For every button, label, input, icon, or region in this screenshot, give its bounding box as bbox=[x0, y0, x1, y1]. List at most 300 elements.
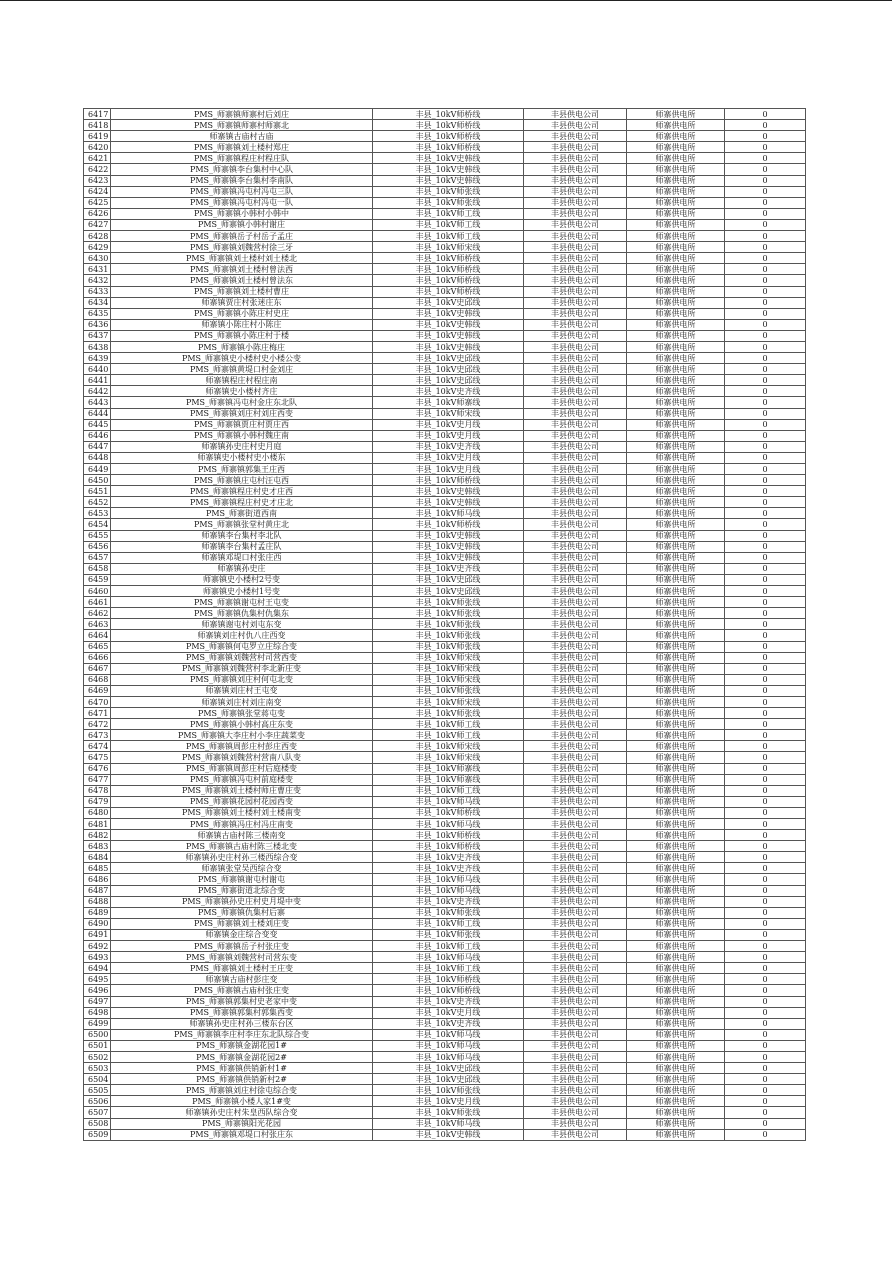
feeder-line-cell: 丰县_10kV史邱线 bbox=[373, 1063, 524, 1074]
value-cell: 0 bbox=[725, 663, 806, 674]
company-cell: 丰县供电公司 bbox=[524, 1085, 627, 1096]
table-row bbox=[84, 1018, 806, 1029]
row-number-cell: 6487 bbox=[84, 885, 111, 896]
row-number-cell: 6452 bbox=[84, 497, 111, 508]
table-row bbox=[84, 253, 806, 264]
feeder-line-cell: 丰县_10kV史邱线 bbox=[373, 353, 524, 364]
value-cell: 0 bbox=[725, 142, 806, 153]
area-name-cell: PMS_师寨镇花园村花园西变 bbox=[111, 796, 373, 807]
feeder-line-cell: 丰县_10kV史邱线 bbox=[373, 375, 524, 386]
value-cell: 0 bbox=[725, 109, 806, 120]
table-row bbox=[84, 785, 806, 796]
station-cell: 师寨供电所 bbox=[627, 353, 725, 364]
station-cell: 师寨供电所 bbox=[627, 719, 725, 730]
table-row bbox=[84, 996, 806, 1007]
value-cell: 0 bbox=[725, 985, 806, 996]
area-name-cell: PMS_师寨镇程庄村史才庄北 bbox=[111, 497, 373, 508]
row-number-cell: 6460 bbox=[84, 586, 111, 597]
area-name-cell: PMS_师寨镇冯屯村冯屯三队 bbox=[111, 186, 373, 197]
station-cell: 师寨供电所 bbox=[627, 242, 725, 253]
row-number-cell: 6427 bbox=[84, 219, 111, 230]
feeder-line-cell: 丰县_10kV史韩线 bbox=[373, 164, 524, 175]
area-name-cell: 师寨镇李台集村孟庄队 bbox=[111, 541, 373, 552]
row-number-cell: 6506 bbox=[84, 1096, 111, 1107]
value-cell: 0 bbox=[725, 364, 806, 375]
feeder-line-cell: 丰县_10kV师寨线 bbox=[373, 397, 524, 408]
area-name-cell: PMS_师寨镇刘庄村刘庄西变 bbox=[111, 408, 373, 419]
value-cell: 0 bbox=[725, 763, 806, 774]
row-number-cell: 6417 bbox=[84, 109, 111, 120]
feeder-line-cell: 丰县_10kV师马线 bbox=[373, 819, 524, 830]
station-cell: 师寨供电所 bbox=[627, 552, 725, 563]
value-cell: 0 bbox=[725, 719, 806, 730]
table-row bbox=[84, 486, 806, 497]
feeder-line-cell: 丰县_10kV史邱线 bbox=[373, 364, 524, 375]
table-row bbox=[84, 508, 806, 519]
row-number-cell: 6459 bbox=[84, 574, 111, 585]
table-row bbox=[84, 131, 806, 142]
station-cell: 师寨供电所 bbox=[627, 1018, 725, 1029]
row-number-cell: 6494 bbox=[84, 963, 111, 974]
company-cell: 丰县供电公司 bbox=[524, 353, 627, 364]
feeder-line-cell: 丰县_10kV师张线 bbox=[373, 630, 524, 641]
table-row bbox=[84, 819, 806, 830]
station-cell: 师寨供电所 bbox=[627, 1007, 725, 1018]
row-number-cell: 6432 bbox=[84, 275, 111, 286]
table-row bbox=[84, 1063, 806, 1074]
row-number-cell: 6480 bbox=[84, 807, 111, 818]
table-row bbox=[84, 619, 806, 630]
station-cell: 师寨供电所 bbox=[627, 663, 725, 674]
feeder-line-cell: 丰县_10kV师马线 bbox=[373, 885, 524, 896]
value-cell: 0 bbox=[725, 541, 806, 552]
value-cell: 0 bbox=[725, 186, 806, 197]
feeder-line-cell: 丰县_10kV师马线 bbox=[373, 1040, 524, 1051]
company-cell: 丰县供电公司 bbox=[524, 852, 627, 863]
station-cell: 师寨供电所 bbox=[627, 685, 725, 696]
station-cell: 师寨供电所 bbox=[627, 1107, 725, 1118]
value-cell: 0 bbox=[725, 896, 806, 907]
table-row bbox=[84, 952, 806, 963]
table-row bbox=[84, 586, 806, 597]
company-cell: 丰县供电公司 bbox=[524, 563, 627, 574]
row-number-cell: 6495 bbox=[84, 974, 111, 985]
station-cell: 师寨供电所 bbox=[627, 297, 725, 308]
table-row bbox=[84, 419, 806, 430]
feeder-line-cell: 丰县_10kV师桥线 bbox=[373, 807, 524, 818]
page-top-border bbox=[0, 0, 892, 1]
area-name-cell: 师寨镇李台集村李北队 bbox=[111, 530, 373, 541]
area-name-cell: PMS_师寨镇小韩村高庄东变 bbox=[111, 719, 373, 730]
feeder-line-cell: 丰县_10kV史齐线 bbox=[373, 1018, 524, 1029]
value-cell: 0 bbox=[725, 519, 806, 530]
feeder-line-cell: 丰县_10kV史月线 bbox=[373, 452, 524, 463]
feeder-line-cell: 丰县_10kV史韩线 bbox=[373, 497, 524, 508]
station-cell: 师寨供电所 bbox=[627, 952, 725, 963]
value-cell: 0 bbox=[725, 841, 806, 852]
table-row bbox=[84, 364, 806, 375]
table-row bbox=[84, 475, 806, 486]
station-cell: 师寨供电所 bbox=[627, 863, 725, 874]
station-cell: 师寨供电所 bbox=[627, 819, 725, 830]
area-name-cell: PMS_师寨镇小陈庄村史庄 bbox=[111, 308, 373, 319]
feeder-line-cell: 丰县_10kV师桥线 bbox=[373, 109, 524, 120]
station-cell: 师寨供电所 bbox=[627, 885, 725, 896]
feeder-line-cell: 丰县_10kV师马线 bbox=[373, 1118, 524, 1129]
row-number-cell: 6493 bbox=[84, 952, 111, 963]
area-name-cell: 师寨镇孙史庄村孙三楼西综合变 bbox=[111, 852, 373, 863]
feeder-line-cell: 丰县_10kV师宋线 bbox=[373, 242, 524, 253]
value-cell: 0 bbox=[725, 597, 806, 608]
value-cell: 0 bbox=[725, 874, 806, 885]
row-number-cell: 6490 bbox=[84, 918, 111, 929]
feeder-line-cell: 丰县_10kV师工线 bbox=[373, 719, 524, 730]
row-number-cell: 6434 bbox=[84, 297, 111, 308]
table-row bbox=[84, 286, 806, 297]
table-row bbox=[84, 652, 806, 663]
row-number-cell: 6444 bbox=[84, 408, 111, 419]
value-cell: 0 bbox=[725, 1096, 806, 1107]
station-cell: 师寨供电所 bbox=[627, 996, 725, 1007]
station-cell: 师寨供电所 bbox=[627, 929, 725, 940]
value-cell: 0 bbox=[725, 197, 806, 208]
area-name-cell: PMS_师寨镇冯庄村冯庄南变 bbox=[111, 819, 373, 830]
feeder-line-cell: 丰县_10kV师桥线 bbox=[373, 275, 524, 286]
area-name-cell: PMS_师寨镇小陈庄梅庄 bbox=[111, 341, 373, 352]
company-cell: 丰县供电公司 bbox=[524, 264, 627, 275]
company-cell: 丰县供电公司 bbox=[524, 963, 627, 974]
area-name-cell: PMS_师寨镇李台集村李南队 bbox=[111, 175, 373, 186]
table-row bbox=[84, 941, 806, 952]
row-number-cell: 6508 bbox=[84, 1118, 111, 1129]
feeder-line-cell: 丰县_10kV史齐线 bbox=[373, 852, 524, 863]
value-cell: 0 bbox=[725, 685, 806, 696]
area-name-cell: PMS_师寨镇刘土楼村师庄曹庄变 bbox=[111, 785, 373, 796]
station-cell: 师寨供电所 bbox=[627, 219, 725, 230]
company-cell: 丰县供电公司 bbox=[524, 408, 627, 419]
value-cell: 0 bbox=[725, 208, 806, 219]
row-number-cell: 6436 bbox=[84, 319, 111, 330]
company-cell: 丰县供电公司 bbox=[524, 197, 627, 208]
company-cell: 丰县供电公司 bbox=[524, 297, 627, 308]
table-row bbox=[84, 907, 806, 918]
row-number-cell: 6431 bbox=[84, 264, 111, 275]
company-cell: 丰县供电公司 bbox=[524, 841, 627, 852]
table-row bbox=[84, 1096, 806, 1107]
table-row bbox=[84, 175, 806, 186]
table-row bbox=[84, 918, 806, 929]
value-cell: 0 bbox=[725, 1129, 806, 1140]
value-cell: 0 bbox=[725, 1074, 806, 1085]
row-number-cell: 6420 bbox=[84, 142, 111, 153]
station-cell: 师寨供电所 bbox=[627, 253, 725, 264]
table-row bbox=[84, 852, 806, 863]
company-cell: 丰县供电公司 bbox=[524, 242, 627, 253]
station-cell: 师寨供电所 bbox=[627, 741, 725, 752]
table-row bbox=[84, 574, 806, 585]
value-cell: 0 bbox=[725, 1051, 806, 1062]
value-cell: 0 bbox=[725, 1040, 806, 1051]
company-cell: 丰县供电公司 bbox=[524, 663, 627, 674]
area-name-cell: 师寨镇史小楼村2号变 bbox=[111, 574, 373, 585]
row-number-cell: 6505 bbox=[84, 1085, 111, 1096]
feeder-line-cell: 丰县_10kV史月线 bbox=[373, 419, 524, 430]
row-number-cell: 6500 bbox=[84, 1029, 111, 1040]
station-cell: 师寨供电所 bbox=[627, 308, 725, 319]
row-number-cell: 6473 bbox=[84, 730, 111, 741]
area-name-cell: PMS_师寨镇刘土楼村曾法东 bbox=[111, 275, 373, 286]
value-cell: 0 bbox=[725, 319, 806, 330]
row-number-cell: 6430 bbox=[84, 253, 111, 264]
company-cell: 丰县供电公司 bbox=[524, 131, 627, 142]
feeder-line-cell: 丰县_10kV师寨线 bbox=[373, 774, 524, 785]
row-number-cell: 6479 bbox=[84, 796, 111, 807]
company-cell: 丰县供电公司 bbox=[524, 796, 627, 807]
row-number-cell: 6463 bbox=[84, 619, 111, 630]
company-cell: 丰县供电公司 bbox=[524, 752, 627, 763]
company-cell: 丰县供电公司 bbox=[524, 208, 627, 219]
area-name-cell: PMS_师寨镇刘土楼村刘土楼北 bbox=[111, 253, 373, 264]
company-cell: 丰县供电公司 bbox=[524, 574, 627, 585]
value-cell: 0 bbox=[725, 1063, 806, 1074]
table-row bbox=[84, 552, 806, 563]
area-name-cell: PMS_师寨镇古庙村陈三楼北变 bbox=[111, 841, 373, 852]
feeder-line-cell: 丰县_10kV师桥线 bbox=[373, 841, 524, 852]
company-cell: 丰县供电公司 bbox=[524, 1118, 627, 1129]
area-name-cell: 师寨镇史小楼村齐庄 bbox=[111, 386, 373, 397]
row-number-cell: 6475 bbox=[84, 752, 111, 763]
area-name-cell: PMS_师寨镇程庄村程庄队 bbox=[111, 153, 373, 164]
area-name-cell: PMS_师寨镇大李庄村小李庄蔬菜变 bbox=[111, 730, 373, 741]
row-number-cell: 6483 bbox=[84, 841, 111, 852]
company-cell: 丰县供电公司 bbox=[524, 885, 627, 896]
feeder-line-cell: 丰县_10kV师张线 bbox=[373, 1085, 524, 1096]
company-cell: 丰县供电公司 bbox=[524, 430, 627, 441]
station-cell: 师寨供电所 bbox=[627, 774, 725, 785]
feeder-line-cell: 丰县_10kV师宋线 bbox=[373, 752, 524, 763]
table-row bbox=[84, 841, 806, 852]
company-cell: 丰县供电公司 bbox=[524, 685, 627, 696]
table-row bbox=[84, 186, 806, 197]
value-cell: 0 bbox=[725, 219, 806, 230]
table-row bbox=[84, 1040, 806, 1051]
feeder-line-cell: 丰县_10kV史齐线 bbox=[373, 563, 524, 574]
station-cell: 师寨供电所 bbox=[627, 142, 725, 153]
table-row bbox=[84, 330, 806, 341]
feeder-line-cell: 丰县_10kV师宋线 bbox=[373, 741, 524, 752]
station-cell: 师寨供电所 bbox=[627, 796, 725, 807]
row-number-cell: 6438 bbox=[84, 341, 111, 352]
company-cell: 丰县供电公司 bbox=[524, 319, 627, 330]
row-number-cell: 6471 bbox=[84, 708, 111, 719]
company-cell: 丰县供电公司 bbox=[524, 763, 627, 774]
station-cell: 师寨供电所 bbox=[627, 841, 725, 852]
area-name-cell: 师寨镇史小楼村1号变 bbox=[111, 586, 373, 597]
station-cell: 师寨供电所 bbox=[627, 164, 725, 175]
row-number-cell: 6499 bbox=[84, 1018, 111, 1029]
company-cell: 丰县供电公司 bbox=[524, 941, 627, 952]
area-name-cell: PMS_师寨镇冯屯村前庭楼变 bbox=[111, 774, 373, 785]
company-cell: 丰县供电公司 bbox=[524, 519, 627, 530]
feeder-line-cell: 丰县_10kV史月线 bbox=[373, 464, 524, 475]
row-number-cell: 6488 bbox=[84, 896, 111, 907]
table-row bbox=[84, 497, 806, 508]
feeder-line-cell: 丰县_10kV史齐线 bbox=[373, 896, 524, 907]
row-number-cell: 6489 bbox=[84, 907, 111, 918]
area-name-cell: PMS_师寨镇谢屯村王屯变 bbox=[111, 597, 373, 608]
area-name-cell: 师寨镇刘庄村仇八庄西变 bbox=[111, 630, 373, 641]
value-cell: 0 bbox=[725, 652, 806, 663]
value-cell: 0 bbox=[725, 852, 806, 863]
row-number-cell: 6470 bbox=[84, 696, 111, 707]
table-row bbox=[84, 641, 806, 652]
feeder-line-cell: 丰县_10kV师桥线 bbox=[373, 519, 524, 530]
row-number-cell: 6478 bbox=[84, 785, 111, 796]
table-row bbox=[84, 763, 806, 774]
area-name-cell: PMS_师寨镇张堂村黄庄北 bbox=[111, 519, 373, 530]
company-cell: 丰县供电公司 bbox=[524, 253, 627, 264]
area-name-cell: PMS_师寨镇周彭庄村后庭楼变 bbox=[111, 763, 373, 774]
row-number-cell: 6458 bbox=[84, 563, 111, 574]
station-cell: 师寨供电所 bbox=[627, 541, 725, 552]
feeder-line-cell: 丰县_10kV师工线 bbox=[373, 208, 524, 219]
row-number-cell: 6421 bbox=[84, 153, 111, 164]
value-cell: 0 bbox=[725, 907, 806, 918]
table-row bbox=[84, 696, 806, 707]
row-number-cell: 6446 bbox=[84, 430, 111, 441]
area-name-cell: PMS_师寨镇仇集村后寨 bbox=[111, 907, 373, 918]
feeder-line-cell: 丰县_10kV师桥线 bbox=[373, 830, 524, 841]
station-cell: 师寨供电所 bbox=[627, 1051, 725, 1062]
value-cell: 0 bbox=[725, 752, 806, 763]
value-cell: 0 bbox=[725, 885, 806, 896]
company-cell: 丰县供电公司 bbox=[524, 1107, 627, 1118]
table-row bbox=[84, 264, 806, 275]
company-cell: 丰县供电公司 bbox=[524, 1040, 627, 1051]
company-cell: 丰县供电公司 bbox=[524, 630, 627, 641]
feeder-line-cell: 丰县_10kV史韩线 bbox=[373, 308, 524, 319]
feeder-line-cell: 丰县_10kV史齐线 bbox=[373, 386, 524, 397]
company-cell: 丰县供电公司 bbox=[524, 497, 627, 508]
value-cell: 0 bbox=[725, 253, 806, 264]
table-row bbox=[84, 341, 806, 352]
feeder-line-cell: 丰县_10kV师寨线 bbox=[373, 763, 524, 774]
feeder-line-cell: 丰县_10kV师桥线 bbox=[373, 985, 524, 996]
station-cell: 师寨供电所 bbox=[627, 231, 725, 242]
company-cell: 丰县供电公司 bbox=[524, 330, 627, 341]
value-cell: 0 bbox=[725, 475, 806, 486]
feeder-line-cell: 丰县_10kV师张线 bbox=[373, 907, 524, 918]
value-cell: 0 bbox=[725, 486, 806, 497]
area-name-cell: 师寨镇金庄综合变变 bbox=[111, 929, 373, 940]
value-cell: 0 bbox=[725, 608, 806, 619]
table-row bbox=[84, 1007, 806, 1018]
area-name-cell: PMS_师寨镇程庄村史才庄西 bbox=[111, 486, 373, 497]
station-cell: 师寨供电所 bbox=[627, 807, 725, 818]
area-name-cell: PMS_师寨镇冯屯村冯屯一队 bbox=[111, 197, 373, 208]
row-number-cell: 6474 bbox=[84, 741, 111, 752]
area-name-cell: 师寨镇刘庄村王屯变 bbox=[111, 685, 373, 696]
company-cell: 丰县供电公司 bbox=[524, 952, 627, 963]
feeder-line-cell: 丰县_10kV史邱线 bbox=[373, 1074, 524, 1085]
area-name-cell: PMS_师寨镇刘魏营村李北新庄变 bbox=[111, 663, 373, 674]
feeder-line-cell: 丰县_10kV师张线 bbox=[373, 608, 524, 619]
value-cell: 0 bbox=[725, 508, 806, 519]
area-name-cell: PMS_师寨镇金湖花园1# bbox=[111, 1040, 373, 1051]
area-name-cell: PMS_师寨镇刘土楼村曹庄 bbox=[111, 286, 373, 297]
company-cell: 丰县供电公司 bbox=[524, 464, 627, 475]
station-cell: 师寨供电所 bbox=[627, 941, 725, 952]
distribution-area-table bbox=[83, 108, 806, 1141]
table-row bbox=[84, 1107, 806, 1118]
station-cell: 师寨供电所 bbox=[627, 452, 725, 463]
area-name-cell: PMS_师寨镇供销新村2# bbox=[111, 1074, 373, 1085]
company-cell: 丰县供电公司 bbox=[524, 164, 627, 175]
company-cell: 丰县供电公司 bbox=[524, 286, 627, 297]
feeder-line-cell: 丰县_10kV史邱线 bbox=[373, 574, 524, 585]
value-cell: 0 bbox=[725, 730, 806, 741]
value-cell: 0 bbox=[725, 408, 806, 419]
station-cell: 师寨供电所 bbox=[627, 186, 725, 197]
table-row bbox=[84, 663, 806, 674]
table-row bbox=[84, 985, 806, 996]
feeder-line-cell: 丰县_10kV师马线 bbox=[373, 796, 524, 807]
value-cell: 0 bbox=[725, 264, 806, 275]
station-cell: 师寨供电所 bbox=[627, 1118, 725, 1129]
company-cell: 丰县供电公司 bbox=[524, 275, 627, 286]
row-number-cell: 6418 bbox=[84, 120, 111, 131]
value-cell: 0 bbox=[725, 497, 806, 508]
value-cell: 0 bbox=[725, 330, 806, 341]
feeder-line-cell: 丰县_10kV师张线 bbox=[373, 641, 524, 652]
row-number-cell: 6424 bbox=[84, 186, 111, 197]
area-name-cell: PMS_师寨镇邓堤口村张庄东 bbox=[111, 1129, 373, 1140]
value-cell: 0 bbox=[725, 586, 806, 597]
feeder-line-cell: 丰县_10kV师桥线 bbox=[373, 475, 524, 486]
row-number-cell: 6437 bbox=[84, 330, 111, 341]
value-cell: 0 bbox=[725, 952, 806, 963]
area-name-cell: PMS_师寨镇小陈庄村于楼 bbox=[111, 330, 373, 341]
area-name-cell: PMS_师寨镇郭集村史老家中变 bbox=[111, 996, 373, 1007]
area-name-cell: PMS_师寨镇金湖花园2# bbox=[111, 1051, 373, 1062]
row-number-cell: 6451 bbox=[84, 486, 111, 497]
area-name-cell: PMS_师寨镇刘魏营村司营西变 bbox=[111, 652, 373, 663]
value-cell: 0 bbox=[725, 297, 806, 308]
table-row bbox=[84, 142, 806, 153]
table-row bbox=[84, 197, 806, 208]
table-row bbox=[84, 1085, 806, 1096]
value-cell: 0 bbox=[725, 464, 806, 475]
value-cell: 0 bbox=[725, 120, 806, 131]
station-cell: 师寨供电所 bbox=[627, 519, 725, 530]
row-number-cell: 6476 bbox=[84, 763, 111, 774]
feeder-line-cell: 丰县_10kV师桥线 bbox=[373, 142, 524, 153]
table-row bbox=[84, 408, 806, 419]
feeder-line-cell: 丰县_10kV师工线 bbox=[373, 730, 524, 741]
table-row bbox=[84, 830, 806, 841]
feeder-line-cell: 丰县_10kV师工线 bbox=[373, 918, 524, 929]
station-cell: 师寨供电所 bbox=[627, 208, 725, 219]
area-name-cell: PMS_师寨镇郭集村郭集西变 bbox=[111, 1007, 373, 1018]
company-cell: 丰县供电公司 bbox=[524, 608, 627, 619]
station-cell: 师寨供电所 bbox=[627, 497, 725, 508]
table-row bbox=[84, 1118, 806, 1129]
company-cell: 丰县供电公司 bbox=[524, 1074, 627, 1085]
feeder-line-cell: 丰县_10kV史月线 bbox=[373, 1007, 524, 1018]
value-cell: 0 bbox=[725, 452, 806, 463]
value-cell: 0 bbox=[725, 630, 806, 641]
row-number-cell: 6485 bbox=[84, 863, 111, 874]
